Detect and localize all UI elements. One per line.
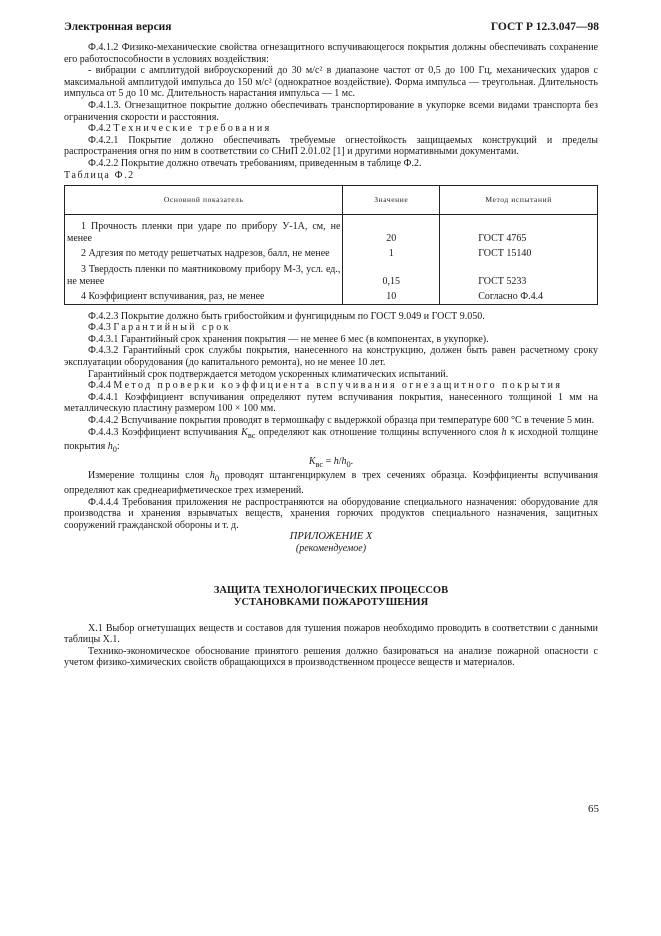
- spacer: [64, 609, 598, 623]
- paragraph-x1: Х.1 Выбор огнетушащих веществ и составов для тушения пожаров необходимо проводить в соответствии с данными таблицы Х.1.: [64, 622, 598, 646]
- formula-denominator-subscript: 0: [346, 459, 351, 469]
- section-heading-f44: [64, 380, 598, 392]
- spacer: [64, 555, 598, 585]
- paragraph-f432: Ф.4.3.2 Гарантийный срок службы покрытия, нанесенного на конструкцию, должен быть равен расчетному сроку эксплуатации оборудования (до капитального ремонта), но не менее 10 лет.: [64, 345, 598, 369]
- cell-method: ГОСТ 5233: [440, 261, 598, 288]
- text-run: к исходной толщине покрытия: [64, 426, 599, 453]
- symbol-k-subscript: вс: [247, 430, 256, 440]
- formula-equals: =: [323, 455, 334, 467]
- symbol-h0-subscript: 0: [214, 474, 220, 484]
- appendix-heading-line2: УСТАНОВКАМИ ПОЖАРОТУШЕНИЯ: [233, 596, 429, 608]
- paragraph-f431: Ф.4.3.1 Гарантийный срок хранения покрытия — не менее 6 мес (в компонентах, в укупорке).: [88, 333, 489, 345]
- paragraph-f444: Ф.4.4.4 Требования приложения не распространяются на оборудование специального назначения: оборудование для производства и хранения взрывчатых веществ, хранения горючих продуктов специального назначения, защитных сооружений гражданской обороны и т. д.: [64, 496, 598, 531]
- paragraph-vibration: - вибрации с амплитудой виброускорений до 30 м/с² в диапазоне частот от 0,5 до 100 Гц, механических ударов с максимальной амплитудой импульса до 150 м/с² (однократное воздействие). Форма импульса — треугольная. Длительность импульса от 5 до 10 мс. Длительность нарастания импульса — 1 мс.: [64, 65, 598, 100]
- table-f2: [64, 185, 598, 305]
- table-row: [65, 215, 598, 246]
- cell-indicator: 4 Коэффициент вспучивания, раз, не менее: [65, 288, 343, 304]
- column-header-value: Значение: [343, 186, 440, 215]
- table-caption: Таблица Ф.2: [64, 169, 135, 181]
- table-row: [65, 245, 598, 261]
- section-heading-f43: [64, 322, 598, 334]
- symbol-k: K: [241, 426, 248, 438]
- formula-denominator: h: [341, 455, 347, 467]
- formula-lhs-subscript: вс: [315, 459, 324, 469]
- section-number: Ф.4.3: [88, 322, 111, 334]
- section-number: Ф.4.4: [88, 380, 111, 392]
- appendix-heading-line1: ЗАЩИТА ТЕХНОЛОГИЧЕСКИХ ПРОЦЕССОВ: [213, 584, 449, 596]
- cell-indicator: 1 Прочность пленки при ударе по прибору У-1А, см, не менее: [65, 215, 343, 246]
- paragraph-f412: Ф.4.1.2 Физико-механические свойства огнезащитного вспучивающегося покрытия должны обеспечивать сохранение его работоспособности в условиях воздействия:: [64, 42, 598, 65]
- formula-slash: /: [338, 455, 342, 467]
- paragraph-f421: Ф.4.2.1 Покрытие должно обеспечивать требуемые огнестойкость защищаемых конструкций и пределы распространения огня по ним в соответствии со СНиП 2.01.02 [1] и другими нормативными документами.: [64, 134, 598, 158]
- appendix-subtitle: (рекомендуемое): [295, 542, 367, 554]
- formula-numerator: h: [333, 455, 339, 467]
- text-run: Измерение толщины слоя: [88, 470, 210, 482]
- text-run: Ф.4.4.3 Коэффициент вспучивания: [88, 426, 242, 438]
- paragraph-measurement: [64, 470, 598, 496]
- cell-method: ГОСТ 4765: [440, 215, 598, 246]
- page-content: [64, 42, 598, 669]
- header-right: ГОСТ Р 12.3.047—98: [490, 21, 599, 33]
- paragraph-f442: Ф.4.4.2 Вспучивание покрытия проводят в термошкафу с выдержкой образца при температуре 600 °С в течение 5 мин.: [88, 415, 595, 427]
- symbol-h: h: [501, 426, 507, 438]
- symbol-h0-subscript: 0: [112, 445, 117, 455]
- formula-end: .: [350, 455, 354, 467]
- cell-indicator: 3 Твердость пленки по маятниковому прибору М-3, усл. ед., не менее: [65, 261, 343, 288]
- symbol-h0: h: [209, 470, 215, 482]
- section-number: Ф.4.2: [88, 123, 111, 135]
- appendix-title: ПРИЛОЖЕНИЕ Х: [289, 531, 373, 543]
- paragraph-f422: Ф.4.2.2 Покрытие должно отвечать требованиям, приведенным в таблице Ф.2.: [88, 157, 422, 169]
- header-left: Электронная версия: [64, 21, 172, 33]
- section-title: Технические требования: [113, 123, 272, 135]
- cell-value: 0,15: [343, 261, 440, 288]
- section-title: Метод проверки коэффициента вспучивания огнезащитного покрытия: [113, 380, 563, 392]
- symbol-h0: h: [107, 441, 113, 453]
- column-header-indicator: Основной показатель: [65, 186, 343, 215]
- column-header-method: Метод испытаний: [440, 186, 598, 215]
- page-number: 65: [588, 803, 599, 815]
- paragraph-feasibility: Технико-экономическое обоснование принятого решения должно базироваться на анализе пожарной опасности с учетом физико-химических свойств обращающихся в производственном процессе веществ и материалов.: [64, 645, 598, 669]
- section-title: Гарантийный срок: [113, 322, 231, 334]
- paragraph-f413: Ф.4.1.3. Огнезащитное покрытие должно обеспечивать транспортирование в укупорке всеми видами транспорта без ограничения скорости и расстояния.: [64, 99, 598, 123]
- text-run: определяют как отношение толщины вспученного слоя: [255, 426, 502, 438]
- text-run: :: [116, 441, 120, 453]
- cell-value: 10: [343, 288, 440, 304]
- cell-value: 1: [343, 245, 440, 261]
- text-run: проводят штангенциркулем в трех сечениях образца. Коэффициенты вспучивания определяют как среднеарифметическое трех измерений.: [64, 470, 599, 496]
- paragraph-f441: Ф.4.4.1 Коэффициент вспучивания определяют путем вспучивания покрытия, нанесенного толщиной 1 мм на металлическую пластину размером 100 × 100 мм.: [64, 391, 598, 415]
- table-row: [65, 288, 598, 304]
- paragraph-f423: Ф.4.2.3 Покрытие должно быть грибостойким и фунгицидным по ГОСТ 9.049 и ГОСТ 9.050.: [88, 310, 485, 322]
- section-heading-f42: [64, 123, 598, 135]
- formula-lhs: K: [308, 455, 316, 467]
- paragraph-warranty: Гарантийный срок подтверждается методом ускоренных климатических испытаний.: [88, 368, 449, 380]
- table-row: [65, 261, 598, 288]
- cell-value: 20: [343, 215, 440, 246]
- cell-indicator: 2 Адгезия по методу решетчатых надрезов, балл, не менее: [65, 245, 343, 261]
- paragraph-f443: [64, 427, 598, 456]
- cell-method: Согласно Ф.4.4: [440, 288, 598, 304]
- table-header-row: [65, 186, 598, 215]
- formula: [64, 456, 598, 471]
- cell-method: ГОСТ 15140: [440, 245, 598, 261]
